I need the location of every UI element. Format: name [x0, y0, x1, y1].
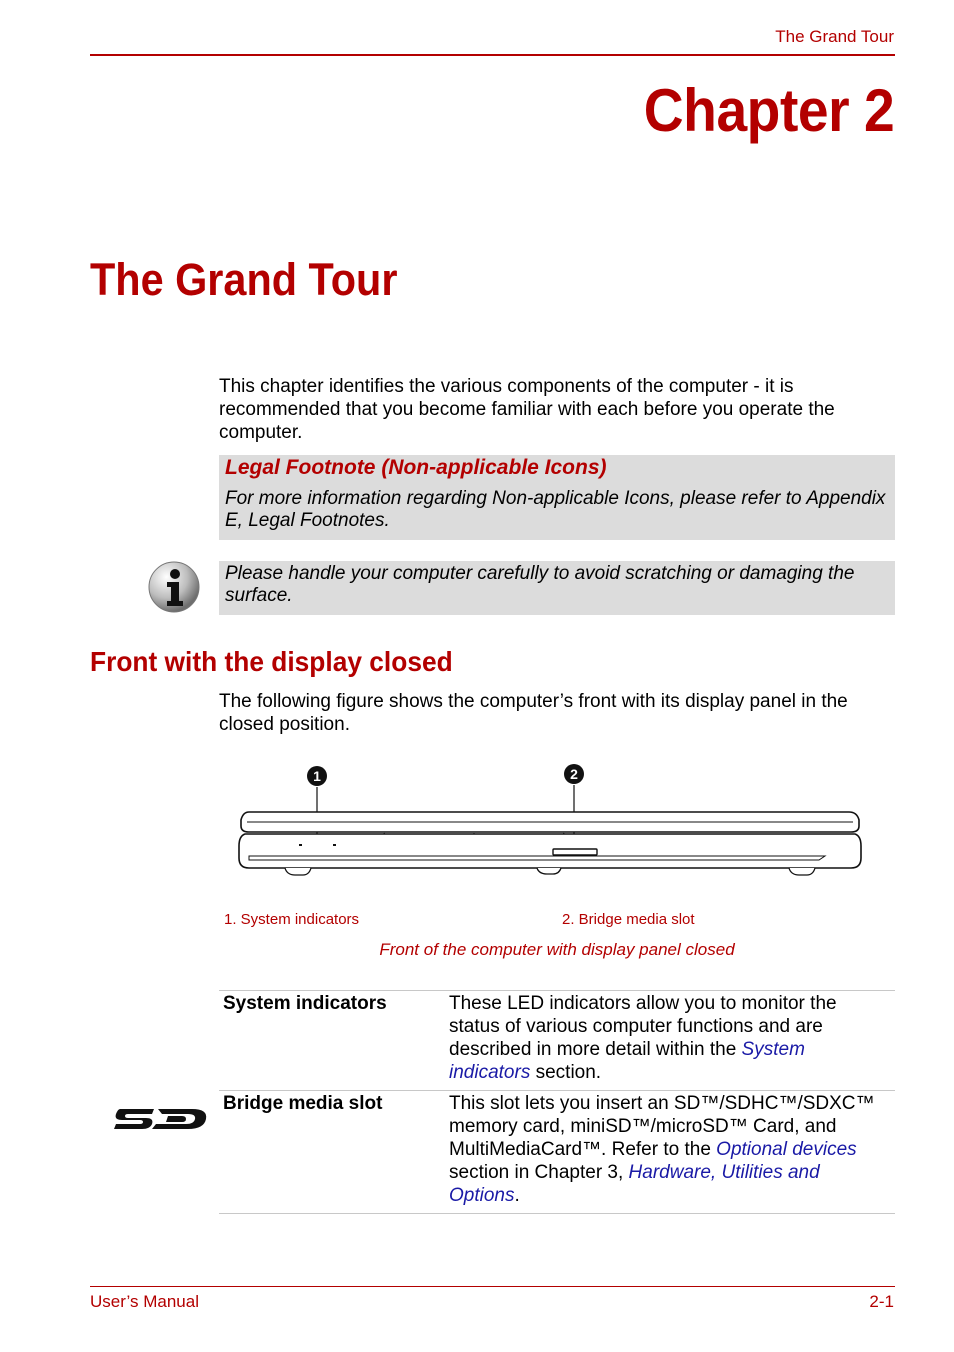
desc-text: section in Chapter 3, [449, 1162, 629, 1183]
legal-footnote-text: For more information regarding Non-applicable Icons, please refer to Appendix E, Legal Footnotes. [225, 488, 886, 531]
section-paragraph: The following figure shows the computer’s front with its display panel in the closed position. [219, 691, 848, 735]
desc-bridge-media-slot [445, 1091, 895, 1214]
intro-paragraph: This chapter identifies the various components of the computer - it is recommended that you become familiar with each before you operate the computer. [219, 376, 835, 443]
component-table [219, 990, 895, 1214]
figure-label-1: 1. System indicators [224, 911, 360, 928]
figure-caption: Front of the computer with display panel closed [379, 940, 735, 959]
desc-text: . [514, 1185, 520, 1206]
desc-text: section. [530, 1062, 602, 1083]
note-text: Please handle your computer carefully to avoid scratching or damaging the surface. [225, 563, 855, 606]
figure-label-2: 2. Bridge media slot [562, 911, 695, 928]
table-row [219, 991, 895, 1091]
term-bridge-media-slot: Bridge media slot [223, 1093, 383, 1114]
term-system-indicators: System indicators [223, 993, 387, 1014]
desc-text: This slot lets you insert an SD™/SDHC™/SDXC™ memory card, miniSD™/microSD™ Card, and MultiMediaCard™. Refer to the [449, 1093, 875, 1160]
legal-footnote-box [219, 455, 895, 540]
table-row [219, 1091, 895, 1214]
link-hardware-utilities-options[interactable]: Hardware, Utilities and Options [449, 1162, 820, 1206]
header-rule [90, 54, 895, 56]
chapter-label: Chapter 2 [643, 77, 894, 144]
running-header: The Grand Tour [775, 27, 894, 46]
note-box [219, 561, 895, 615]
desc-system-indicators [445, 991, 895, 1091]
info-icon [148, 561, 200, 613]
callout-2-number: 2 [570, 766, 578, 782]
legal-footnote-heading: Legal Footnote (Non-applicable Icons) [225, 456, 607, 479]
sd-logo-icon [112, 1107, 208, 1131]
page-title: The Grand Tour [90, 254, 398, 305]
link-optional-devices[interactable]: Optional devices [716, 1139, 857, 1160]
callout-1-number: 1 [313, 768, 321, 784]
footer-rule [90, 1286, 895, 1287]
laptop-front-figure [219, 760, 895, 885]
link-system-indicators[interactable]: System indicators [449, 1039, 805, 1083]
desc-text: These LED indicators allow you to monitor the status of various computer functions and are described in more detail within the [449, 993, 837, 1060]
page-number: 2-1 [869, 1292, 894, 1311]
section-heading: Front with the display closed [90, 646, 453, 677]
footer-manual-label: User’s Manual [90, 1292, 199, 1311]
